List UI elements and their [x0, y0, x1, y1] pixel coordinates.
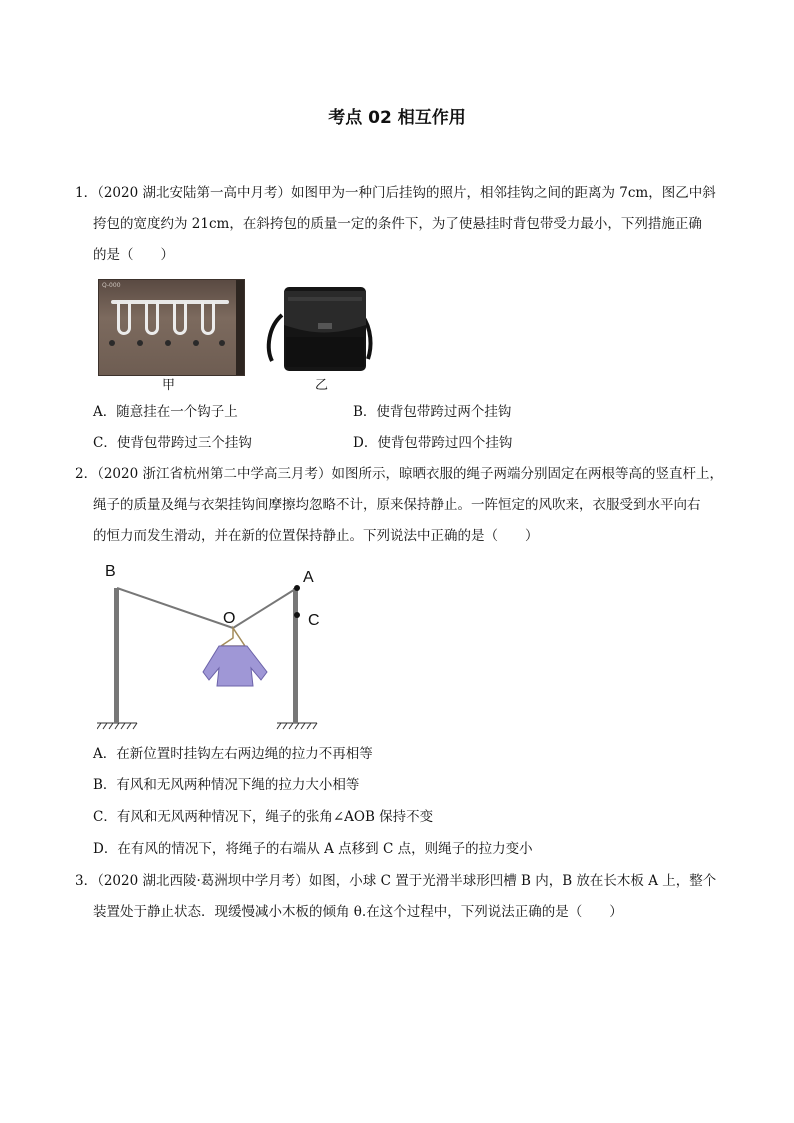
hook-knob: [219, 340, 225, 346]
label-a: A: [303, 569, 314, 586]
hook: [117, 302, 131, 335]
q2-line-3: 的恒力而发生滑动，并在新的位置保持静止。下列说法中正确的是（ ）: [93, 528, 539, 544]
pole-left: [114, 588, 119, 723]
point-a: [294, 585, 300, 591]
label-o: O: [223, 610, 236, 627]
clothesline-diagram: [97, 560, 347, 732]
q2-option-d: D．在有风的情况下，将绳子的右端从 A 点移到 C 点，则绳子的拉力变小: [93, 841, 533, 857]
hanger: [221, 628, 245, 646]
page-title: 考点 02 相互作用: [328, 108, 466, 128]
hook: [201, 302, 215, 335]
q2-option-b: B．有风和无风两种情况下绳的拉力大小相等: [93, 777, 360, 793]
q2-option-c: C．有风和无风两种情况下，绳子的张角∠AOB 保持不变: [93, 809, 434, 825]
figure-label-jia: 甲: [162, 378, 176, 393]
photo-watermark: Q-000: [102, 282, 121, 289]
hook: [173, 302, 187, 335]
label-b: B: [105, 563, 116, 580]
shirt: [203, 646, 267, 686]
q1-option-a: A．随意挂在一个钩子上: [93, 404, 238, 420]
q1-line-1: 1．（2020 湖北安陆第一高中月考）如图甲为一种门后挂钩的照片，相邻挂钩之间的距离为 7cm，图乙中斜: [75, 185, 716, 201]
q1-option-c: C．使背包带跨过三个挂钩: [93, 435, 252, 451]
rope: [117, 588, 297, 628]
q3-line-1: 3．（2020 湖北西陵·葛洲坝中学月考）如图，小球 C 置于光滑半球形凹槽 B 内，B 放在长木板 A 上，整个: [75, 873, 717, 889]
hook-knob: [109, 340, 115, 346]
ground-left: [97, 723, 137, 729]
hook-knob: [137, 340, 143, 346]
q2-line-2: 绳子的质量及绳与衣架挂钩间摩擦均忽略不计，原来保持静止。一阵恒定的风吹来，衣服受到水平向右: [93, 497, 701, 513]
q1-line-3: 的是（ ）: [93, 247, 174, 263]
q1-line-2: 挎包的宽度约为 21cm，在斜挎包的质量一定的条件下，为了使悬挂时背包带受力最小，下列措施正确: [93, 216, 702, 232]
label-c: C: [308, 612, 320, 629]
hook: [145, 302, 159, 335]
hook-knob: [165, 340, 171, 346]
point-c: [294, 612, 300, 618]
ground-right: [277, 723, 317, 729]
figure-label-yi: 乙: [315, 378, 329, 393]
hook-knob: [193, 340, 199, 346]
door-edge: [236, 280, 244, 375]
q1-option-d: D．使背包带跨过四个挂钩: [353, 435, 513, 451]
q2-line-1: 2．（2020 浙江省杭州第二中学高三月考）如图所示，晾晒衣服的绳子两端分别固定在两根等高的竖直杆上，: [75, 466, 723, 482]
q3-line-2: 装置处于静止状态．现缓慢减小木板的倾角 θ.在这个过程中，下列说法正确的是（ ）: [93, 904, 623, 920]
door-hooks-photo: [98, 279, 245, 376]
q2-option-a: A．在新位置时挂钩左右两边绳的拉力不再相等: [93, 746, 373, 762]
pole-right: [293, 588, 298, 723]
q1-option-b: B．使背包带跨过两个挂钩: [353, 404, 512, 420]
crossbody-bag-photo: [264, 277, 374, 375]
